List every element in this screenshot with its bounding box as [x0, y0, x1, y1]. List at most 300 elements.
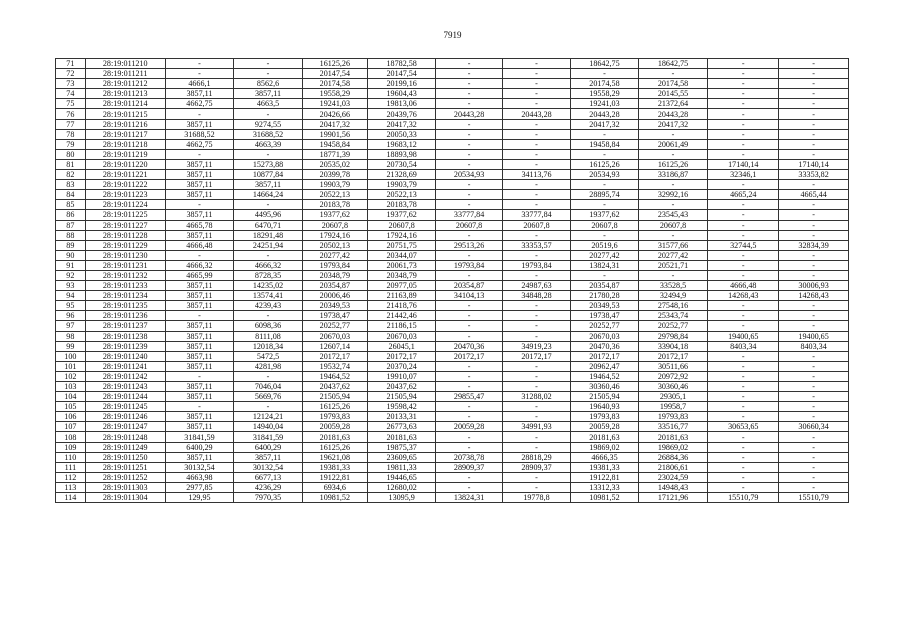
- value-cell: 19122,81: [302, 472, 367, 482]
- cadastral-number-cell: 28:19:011211: [85, 69, 165, 79]
- value-cell: 3857,11: [165, 331, 234, 341]
- value-cell: 20519,6: [571, 240, 638, 250]
- value-cell: 16125,26: [638, 159, 708, 169]
- value-cell: 12124,21: [234, 412, 303, 422]
- value-cell: -: [779, 59, 849, 69]
- cadastral-number-cell: 28:19:011235: [85, 301, 165, 311]
- value-cell: 17140,14: [779, 159, 849, 169]
- value-cell: -: [234, 250, 303, 260]
- value-cell: 20349,53: [302, 301, 367, 311]
- table-row: [56, 341, 849, 351]
- value-cell: 19903,79: [302, 180, 367, 190]
- value-cell: 15510,79: [708, 493, 779, 503]
- value-cell: 4662,75: [165, 99, 234, 109]
- value-cell: 19738,47: [302, 311, 367, 321]
- value-cell: 129,95: [165, 493, 234, 503]
- value-cell: 31288,02: [502, 392, 571, 402]
- value-cell: -: [234, 109, 303, 119]
- value-cell: -: [638, 149, 708, 159]
- value-cell: 2977,85: [165, 482, 234, 492]
- value-cell: 30511,66: [638, 361, 708, 371]
- value-cell: 3857,11: [234, 180, 303, 190]
- value-cell: -: [779, 250, 849, 260]
- cadastral-number-cell: 28:19:011244: [85, 392, 165, 402]
- value-cell: -: [779, 321, 849, 331]
- table-row: [56, 149, 849, 159]
- value-cell: 20670,03: [571, 331, 638, 341]
- value-cell: 19778,8: [502, 493, 571, 503]
- table-row: [56, 99, 849, 109]
- value-cell: -: [708, 79, 779, 89]
- value-cell: -: [708, 351, 779, 361]
- value-cell: -: [708, 59, 779, 69]
- value-cell: 3857,11: [234, 89, 303, 99]
- row-number-cell: 107: [56, 422, 86, 432]
- value-cell: 20521,71: [638, 260, 708, 270]
- value-cell: 8403,34: [708, 341, 779, 351]
- table-row: [56, 392, 849, 402]
- value-cell: 20670,03: [302, 331, 367, 341]
- value-cell: 13824,31: [436, 493, 502, 503]
- value-cell: 20354,87: [302, 281, 367, 291]
- value-cell: -: [638, 230, 708, 240]
- value-cell: 20607,8: [436, 220, 502, 230]
- value-cell: 14268,43: [779, 291, 849, 301]
- value-cell: 20183,78: [367, 200, 436, 210]
- row-number-cell: 73: [56, 79, 86, 89]
- cadastral-number-cell: 28:19:011229: [85, 240, 165, 250]
- value-cell: 20172,17: [571, 351, 638, 361]
- value-cell: -: [708, 139, 779, 149]
- value-cell: -: [571, 180, 638, 190]
- value-cell: 20174,58: [302, 79, 367, 89]
- value-cell: 32744,5: [708, 240, 779, 250]
- value-cell: -: [436, 432, 502, 442]
- value-cell: 14268,43: [708, 291, 779, 301]
- value-cell: 3857,11: [165, 180, 234, 190]
- value-cell: -: [779, 432, 849, 442]
- table-row: [56, 361, 849, 371]
- value-cell: -: [708, 402, 779, 412]
- value-cell: 6677,13: [234, 472, 303, 482]
- value-cell: -: [779, 149, 849, 159]
- row-number-cell: 84: [56, 190, 86, 200]
- value-cell: -: [436, 321, 502, 331]
- value-cell: 4281,98: [234, 361, 303, 371]
- value-cell: -: [436, 361, 502, 371]
- value-cell: -: [708, 89, 779, 99]
- row-number-cell: 72: [56, 69, 86, 79]
- value-cell: 33186,87: [638, 170, 708, 180]
- value-cell: 20172,17: [436, 351, 502, 361]
- cadastral-number-cell: 28:19:011234: [85, 291, 165, 301]
- value-cell: 20059,28: [302, 422, 367, 432]
- value-cell: 19958,7: [638, 402, 708, 412]
- value-cell: 13312,33: [571, 482, 638, 492]
- value-cell: 4666,32: [234, 260, 303, 270]
- cadastral-number-cell: 28:19:011223: [85, 190, 165, 200]
- table-row: [56, 180, 849, 190]
- table-row: [56, 260, 849, 270]
- value-cell: 19869,02: [571, 442, 638, 452]
- value-cell: -: [502, 69, 571, 79]
- value-cell: -: [779, 462, 849, 472]
- value-cell: 30660,34: [779, 422, 849, 432]
- value-cell: 14664,24: [234, 190, 303, 200]
- value-cell: -: [779, 210, 849, 220]
- value-cell: -: [436, 149, 502, 159]
- value-cell: 12607,14: [302, 341, 367, 351]
- value-cell: 9274,55: [234, 119, 303, 129]
- cadastral-number-cell: 28:19:011219: [85, 149, 165, 159]
- value-cell: 13095,9: [367, 493, 436, 503]
- value-cell: 19793,84: [436, 260, 502, 270]
- value-cell: 19811,33: [367, 462, 436, 472]
- value-cell: 31841,59: [165, 432, 234, 442]
- value-cell: 21186,15: [367, 321, 436, 331]
- value-cell: -: [234, 311, 303, 321]
- value-cell: 4666,1: [165, 79, 234, 89]
- value-cell: 4663,98: [165, 472, 234, 482]
- row-number-cell: 110: [56, 452, 86, 462]
- value-cell: -: [779, 361, 849, 371]
- value-cell: 14948,43: [638, 482, 708, 492]
- value-cell: -: [436, 79, 502, 89]
- row-number-cell: 85: [56, 200, 86, 210]
- value-cell: 27548,16: [638, 301, 708, 311]
- value-cell: -: [165, 371, 234, 381]
- table-row: [56, 240, 849, 250]
- value-cell: 20670,03: [367, 331, 436, 341]
- cadastral-number-cell: 28:19:011212: [85, 79, 165, 89]
- value-cell: 3857,11: [165, 119, 234, 129]
- value-cell: 19241,03: [302, 99, 367, 109]
- value-cell: -: [436, 159, 502, 169]
- value-cell: -: [779, 442, 849, 452]
- cadastral-number-cell: 28:19:011225: [85, 210, 165, 220]
- value-cell: 30360,46: [571, 382, 638, 392]
- value-cell: -: [571, 149, 638, 159]
- cadastral-number-cell: 28:19:011252: [85, 472, 165, 482]
- row-number-cell: 113: [56, 482, 86, 492]
- value-cell: -: [571, 69, 638, 79]
- value-cell: 4665,99: [165, 270, 234, 280]
- value-cell: 3857,11: [165, 341, 234, 351]
- value-cell: 20751,75: [367, 240, 436, 250]
- table-row: [56, 412, 849, 422]
- cadastral-number-cell: 28:19:011251: [85, 462, 165, 472]
- value-cell: 33777,84: [436, 210, 502, 220]
- value-cell: 33904,18: [638, 341, 708, 351]
- value-cell: -: [502, 79, 571, 89]
- table-row: [56, 230, 849, 240]
- value-cell: 24987,63: [502, 281, 571, 291]
- value-cell: 12680,02: [367, 482, 436, 492]
- value-cell: -: [708, 69, 779, 79]
- value-cell: 19813,06: [367, 99, 436, 109]
- table-row: [56, 89, 849, 99]
- value-cell: 3857,11: [165, 351, 234, 361]
- value-cell: 20181,63: [367, 432, 436, 442]
- cadastral-number-cell: 28:19:011232: [85, 270, 165, 280]
- value-cell: 21505,94: [367, 392, 436, 402]
- value-cell: 21442,46: [367, 311, 436, 321]
- value-cell: 29305,1: [638, 392, 708, 402]
- row-number-cell: 98: [56, 331, 86, 341]
- value-cell: 20370,24: [367, 361, 436, 371]
- value-cell: 19558,29: [571, 89, 638, 99]
- value-cell: -: [779, 351, 849, 361]
- value-cell: -: [571, 200, 638, 210]
- cadastral-number-cell: 28:19:011304: [85, 493, 165, 503]
- value-cell: 4666,48: [165, 240, 234, 250]
- value-cell: -: [436, 412, 502, 422]
- cadastral-number-cell: 28:19:011238: [85, 331, 165, 341]
- cadastral-number-cell: 28:19:011239: [85, 341, 165, 351]
- table-row: [56, 281, 849, 291]
- value-cell: -: [502, 270, 571, 280]
- value-cell: 4662,75: [165, 139, 234, 149]
- value-cell: -: [779, 311, 849, 321]
- cadastral-number-cell: 28:19:011228: [85, 230, 165, 240]
- row-number-cell: 112: [56, 472, 86, 482]
- value-cell: 19903,79: [367, 180, 436, 190]
- value-cell: 4666,32: [165, 260, 234, 270]
- row-number-cell: 71: [56, 59, 86, 69]
- value-cell: -: [234, 59, 303, 69]
- value-cell: -: [502, 361, 571, 371]
- value-cell: 4665,78: [165, 220, 234, 230]
- table-row: [56, 69, 849, 79]
- value-cell: 21418,76: [367, 301, 436, 311]
- value-cell: 28909,37: [436, 462, 502, 472]
- cadastral-number-cell: 28:19:011224: [85, 200, 165, 210]
- value-cell: -: [234, 371, 303, 381]
- table-row: [56, 119, 849, 129]
- value-cell: 28818,29: [502, 452, 571, 462]
- cadastral-number-cell: 28:19:011230: [85, 250, 165, 260]
- value-cell: 20443,28: [638, 109, 708, 119]
- value-cell: 19683,12: [367, 139, 436, 149]
- value-cell: 30653,65: [708, 422, 779, 432]
- value-cell: 20730,54: [367, 159, 436, 169]
- value-cell: 26045,1: [367, 341, 436, 351]
- value-cell: 20522,13: [367, 190, 436, 200]
- value-cell: -: [502, 472, 571, 482]
- value-cell: 16125,26: [302, 59, 367, 69]
- cadastral-number-cell: 28:19:011227: [85, 220, 165, 230]
- row-number-cell: 93: [56, 281, 86, 291]
- value-cell: -: [571, 270, 638, 280]
- value-cell: 8562,6: [234, 79, 303, 89]
- table-row: [56, 371, 849, 381]
- value-cell: 19793,83: [638, 412, 708, 422]
- row-number-cell: 94: [56, 291, 86, 301]
- value-cell: -: [708, 361, 779, 371]
- row-number-cell: 90: [56, 250, 86, 260]
- value-cell: 20502,13: [302, 240, 367, 250]
- value-cell: 20977,05: [367, 281, 436, 291]
- value-cell: -: [638, 180, 708, 190]
- value-cell: 3857,11: [165, 89, 234, 99]
- value-cell: -: [502, 230, 571, 240]
- table-row: [56, 402, 849, 412]
- cadastral-number-cell: 28:19:011241: [85, 361, 165, 371]
- row-number-cell: 77: [56, 119, 86, 129]
- value-cell: -: [502, 382, 571, 392]
- cadastral-number-cell: 28:19:011218: [85, 139, 165, 149]
- value-cell: -: [779, 69, 849, 79]
- table-row: [56, 422, 849, 432]
- value-cell: -: [708, 472, 779, 482]
- value-cell: 31577,66: [638, 240, 708, 250]
- value-cell: 20417,32: [571, 119, 638, 129]
- value-cell: -: [436, 270, 502, 280]
- value-cell: -: [436, 89, 502, 99]
- value-cell: 16125,26: [302, 442, 367, 452]
- cadastral-number-cell: 28:19:011247: [85, 422, 165, 432]
- cadastral-number-cell: 28:19:011249: [85, 442, 165, 452]
- row-number-cell: 80: [56, 149, 86, 159]
- value-cell: -: [779, 129, 849, 139]
- value-cell: 4665,24: [708, 190, 779, 200]
- value-cell: 20443,28: [502, 109, 571, 119]
- value-cell: 20344,07: [367, 250, 436, 260]
- value-cell: -: [779, 99, 849, 109]
- value-cell: 3857,11: [165, 321, 234, 331]
- value-cell: 20174,58: [638, 79, 708, 89]
- value-cell: 19377,62: [367, 210, 436, 220]
- value-cell: -: [436, 99, 502, 109]
- page-number: 7919: [443, 30, 462, 40]
- value-cell: 19793,83: [571, 412, 638, 422]
- value-cell: -: [708, 321, 779, 331]
- value-cell: 3857,11: [165, 210, 234, 220]
- value-cell: -: [638, 200, 708, 210]
- value-cell: 19400,65: [708, 331, 779, 341]
- value-cell: 18771,39: [302, 149, 367, 159]
- value-cell: -: [436, 230, 502, 240]
- value-cell: -: [502, 99, 571, 109]
- value-cell: 30132,54: [165, 462, 234, 472]
- value-cell: 20607,8: [638, 220, 708, 230]
- value-cell: 20534,93: [436, 170, 502, 180]
- table-row: [56, 311, 849, 321]
- cadastral-number-cell: 28:19:011250: [85, 452, 165, 462]
- value-cell: 21505,94: [302, 392, 367, 402]
- table-row: [56, 321, 849, 331]
- value-cell: 20349,53: [571, 301, 638, 311]
- value-cell: -: [779, 119, 849, 129]
- value-cell: -: [779, 482, 849, 492]
- value-cell: 20607,8: [302, 220, 367, 230]
- value-cell: 3857,11: [234, 452, 303, 462]
- value-cell: 20443,28: [436, 109, 502, 119]
- value-cell: -: [165, 149, 234, 159]
- cadastral-number-cell: 28:19:011213: [85, 89, 165, 99]
- value-cell: -: [436, 402, 502, 412]
- value-cell: 19604,43: [367, 89, 436, 99]
- value-cell: -: [165, 59, 234, 69]
- value-cell: 3857,11: [165, 361, 234, 371]
- value-cell: 30360,46: [638, 382, 708, 392]
- value-cell: -: [708, 311, 779, 321]
- value-cell: -: [708, 149, 779, 159]
- value-cell: 19793,84: [302, 260, 367, 270]
- value-cell: -: [708, 210, 779, 220]
- row-number-cell: 87: [56, 220, 86, 230]
- value-cell: 3857,11: [165, 159, 234, 169]
- value-cell: 20972,92: [638, 371, 708, 381]
- cadastral-number-cell: 28:19:011303: [85, 482, 165, 492]
- value-cell: 3857,11: [165, 230, 234, 240]
- row-number-cell: 106: [56, 412, 86, 422]
- value-cell: 31688,52: [165, 129, 234, 139]
- value-cell: -: [502, 129, 571, 139]
- value-cell: 17924,16: [367, 230, 436, 240]
- value-cell: 20962,47: [571, 361, 638, 371]
- value-cell: 20172,17: [367, 351, 436, 361]
- value-cell: 12018,34: [234, 341, 303, 351]
- value-cell: 19793,84: [502, 260, 571, 270]
- value-cell: 28895,74: [571, 190, 638, 200]
- value-cell: -: [708, 432, 779, 442]
- value-cell: -: [708, 230, 779, 240]
- value-cell: 33353,82: [779, 170, 849, 180]
- value-cell: -: [436, 119, 502, 129]
- cadastral-number-cell: 28:19:011215: [85, 109, 165, 119]
- value-cell: 25343,74: [638, 311, 708, 321]
- value-cell: 20181,63: [638, 432, 708, 442]
- value-cell: 20133,31: [367, 412, 436, 422]
- value-cell: -: [502, 250, 571, 260]
- value-cell: 19640,93: [571, 402, 638, 412]
- cadastral-number-cell: 28:19:011246: [85, 412, 165, 422]
- value-cell: -: [571, 230, 638, 240]
- value-cell: 19458,84: [571, 139, 638, 149]
- cadastral-number-cell: 28:19:011245: [85, 402, 165, 412]
- row-number-cell: 79: [56, 139, 86, 149]
- value-cell: 6400,29: [234, 442, 303, 452]
- value-cell: -: [708, 392, 779, 402]
- value-cell: -: [234, 402, 303, 412]
- value-cell: 19910,07: [367, 371, 436, 381]
- value-cell: 7970,35: [234, 493, 303, 503]
- cadastral-number-cell: 28:19:011216: [85, 119, 165, 129]
- cadastral-number-cell: 28:19:011217: [85, 129, 165, 139]
- value-cell: 20354,87: [571, 281, 638, 291]
- value-cell: 4663,39: [234, 139, 303, 149]
- value-cell: -: [436, 371, 502, 381]
- cadastral-number-cell: 28:19:011231: [85, 260, 165, 270]
- table-row: [56, 432, 849, 442]
- cadastral-number-cell: 28:19:011233: [85, 281, 165, 291]
- value-cell: 20607,8: [367, 220, 436, 230]
- value-cell: 19464,52: [571, 371, 638, 381]
- value-cell: -: [571, 129, 638, 139]
- value-cell: 3857,11: [165, 170, 234, 180]
- value-cell: 19558,29: [302, 89, 367, 99]
- value-cell: 4495,96: [234, 210, 303, 220]
- value-cell: -: [638, 69, 708, 79]
- value-cell: -: [436, 139, 502, 149]
- value-cell: 20417,32: [302, 119, 367, 129]
- table-row: [56, 170, 849, 180]
- value-cell: -: [436, 200, 502, 210]
- value-cell: 16125,26: [302, 402, 367, 412]
- value-cell: -: [502, 89, 571, 99]
- row-number-cell: 96: [56, 311, 86, 321]
